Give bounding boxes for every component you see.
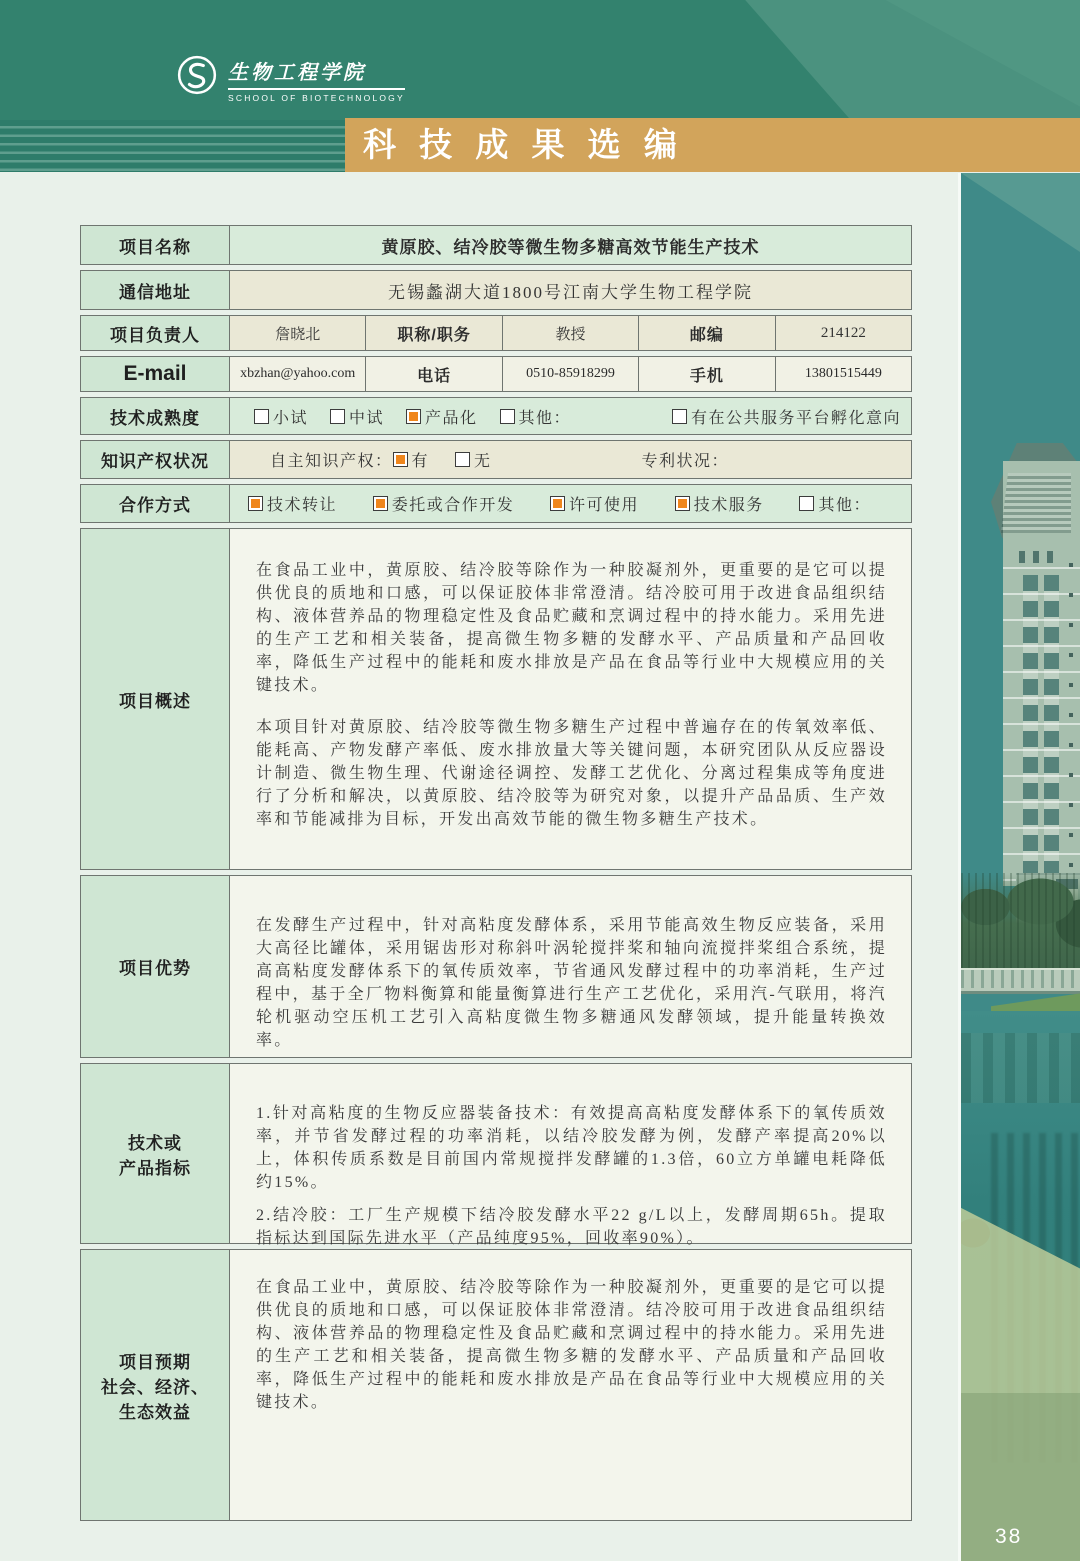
zip-label: 邮编 [638,316,774,350]
table-row-maturity [80,397,912,435]
overview-content [229,529,911,869]
photo-building-top-windows [1019,551,1059,563]
advantage-paragraph: 在发酵生产过程中，针对高粘度发酵体系，采用节能高效生物反应装备，采用大高径比罐体，采用锯齿形对称斜叶涡轮搅拌桨和轴向流搅拌桨组合系统，提高高粘度发酵体系下的氧传质效率，节省通风发酵过程中的功率消耗，生产过程中，基于全厂物料衡算和能量衡算进行生产工艺优化，采用汽-气联用，将汽轮机驱动空压机工艺引入高粘度微生物多糖通风发酵领域，提升能量转换效率。 [256,917,887,1049]
indicators-content [229,1064,911,1247]
school-logo [176,54,405,103]
checkbox-icon [373,496,388,511]
option-pilot-test: 中试 [330,405,384,428]
table-row-ip-status [80,440,912,479]
table-row-cooperation [80,484,912,523]
photo-building-dots [1069,563,1073,883]
patent-status-label: 专利状况： [641,453,730,470]
overview-paragraph-2: 本项目针对黄原胶、结冷胶等微生物多糖生产过程中普遍存在的传氧效率低、能耗高、产物发酵产率低、废水排放量大等关键问题，本研究团队从反应器设计制造、微生物生理、代谢途径调控、发酵工艺优化、分离过程集成等角度进行了分析和解决，以黄原胶、结冷胶等为研究对象，以提升产品品质、生产效率和节能减排为目标，开发出高效节能的微生物多糖生产技术。 [256,719,887,828]
option-lab-test: 小试 [254,405,308,428]
photo-tree-reflection [961,1033,1080,1103]
project-name-label: 项目名称 [81,226,229,264]
leader-label: 项目负责人 [81,316,229,350]
table-row-address [80,270,912,310]
benefits-label: 项目预期 社会、经济、 生态效益 [81,1250,229,1520]
job-title-label: 职称/职务 [365,316,501,350]
option-licensing: 许可使用 [550,492,639,515]
checkbox-icon [254,409,269,424]
table-row-leader [80,315,912,351]
checkbox-icon [675,496,690,511]
checkbox-icon [672,409,687,424]
table-row-indicators [80,1063,912,1247]
option-ip-no: 无 [455,448,492,471]
school-logo-icon [176,54,218,96]
option-tech-transfer: 技术转让 [248,492,337,515]
ip-prefix: 自主知识产权： [270,453,393,470]
advantage-label: 项目优势 [81,876,229,1057]
cooperation-options [229,485,911,522]
photo-sky [961,173,1080,473]
photo-building-windows [1044,575,1059,885]
checkbox-icon [550,496,565,511]
table-row-project-name [80,225,912,265]
option-ip-yes: 有 [393,448,430,471]
project-name-value: 黄原胶、结冷胶等微生物多糖高效节能生产技术 [229,226,911,264]
project-info-table [80,225,912,1521]
checkbox-icon [455,452,470,467]
mobile-label: 手机 [638,357,774,391]
maturity-label: 技术成熟度 [81,398,229,434]
email-value: xbzhan@yahoo.com [229,357,365,391]
checkbox-icon [406,409,421,424]
school-name-en: SCHOOL OF BIOTECHNOLOGY [228,93,405,103]
zip-value: 214122 [775,316,911,350]
photo-bridge-railing [961,970,1080,988]
leader-name: 詹晓北 [229,316,365,350]
indicator-item-2: 2.结冷胶：工厂生产规模下结冷胶发酵水平22 g/L以上，发酵周期65h。提取指标达到国际先进水平（产品纯度95%，回收率90%）。 [256,1207,887,1247]
page-number: 38 [995,1525,1023,1548]
photo-building-louvers [1001,473,1071,533]
email-label: E-mail [81,357,229,391]
option-commissioned-dev: 委托或合作开发 [373,492,515,515]
school-name-cn: 生物工程学院 [228,56,405,90]
phone-label: 电话 [365,357,501,391]
advantage-content [229,876,911,1057]
ip-status-label: 知识产权状况 [81,441,229,478]
page-header [0,0,1080,172]
banner [345,118,1080,172]
option-coop-other: 其他： [799,492,871,515]
photo-willow [961,873,1080,968]
checkbox-icon [393,452,408,467]
ip-status-content [229,441,911,478]
banner-title: 科 技 成 果 选 编 [363,126,684,163]
job-title-value: 教授 [502,316,638,350]
phone-value: 0510-85918299 [502,357,638,391]
checkbox-icon [500,409,515,424]
table-row-benefits [80,1249,912,1521]
address-label: 通信地址 [81,271,229,309]
benefits-paragraph: 在食品工业中，黄原胶、结冷胶等除作为一种胶凝剂外，更重要的是它可以提供优良的质地和口感，可以保证胶体非常澄清。结冷胶可用于改进食品组织结构、液体营养品的物理稳定性及食品贮藏和烹调过程中的持水能力。采用先进的生产工艺和相关装备，提高微生物多糖的发酵水平、产品质量和产品回收率，降低生产过程中的能耗和废水排放是产品在食品等行业中大规模应用的关键技术。 [256,1279,887,1411]
checkbox-icon [248,496,263,511]
overview-label: 项目概述 [81,529,229,869]
checkbox-icon [799,496,814,511]
table-row-email [80,356,912,392]
indicator-item-1: 1.针对高粘度的生物反应器装备技术：有效提高高粘度发酵体系下的氧传质效率，并节省发酵过程的功率消耗，以结冷胶发酵为例，发酵产率提高20%以上，体积传质系数是目前国内常规搅拌发酵罐的1.3倍，60立方单罐电耗降低约15%。 [256,1105,887,1191]
option-incubation-intent: 有在公共服务平台孵化意向 [672,405,911,428]
indicators-label: 技术或 产品指标 [81,1064,229,1243]
campus-photo [958,173,1080,1561]
mobile-value: 13801515449 [775,357,911,391]
banner-stripes [0,120,345,172]
cooperation-label: 合作方式 [81,485,229,522]
overview-paragraph-1: 在食品工业中，黄原胶、结冷胶等除作为一种胶凝剂外，更重要的是它可以提供优良的质地和口感，可以保证胶体非常澄清。结冷胶可用于改进食品组织结构、液体营养品的物理稳定性及食品贮藏和烹调过程中的持水能力。采用先进的生产工艺和相关装备，提高微生物多糖的发酵水平、产品质量和产品回收率，降低生产过程中的能耗和废水排放是产品在食品等行业中大规模应用的关键技术。 [256,562,887,694]
option-tech-service: 技术服务 [675,492,764,515]
maturity-options [229,398,911,434]
option-productized: 产品化 [406,405,478,428]
table-row-advantage [80,875,912,1058]
table-row-overview [80,528,912,870]
photo-building-windows [1023,575,1038,885]
option-other: 其他： [500,405,572,428]
benefits-content [229,1250,911,1520]
address-value: 无锡蠡湖大道1800号江南大学生物工程学院 [229,271,911,309]
checkbox-icon [330,409,345,424]
